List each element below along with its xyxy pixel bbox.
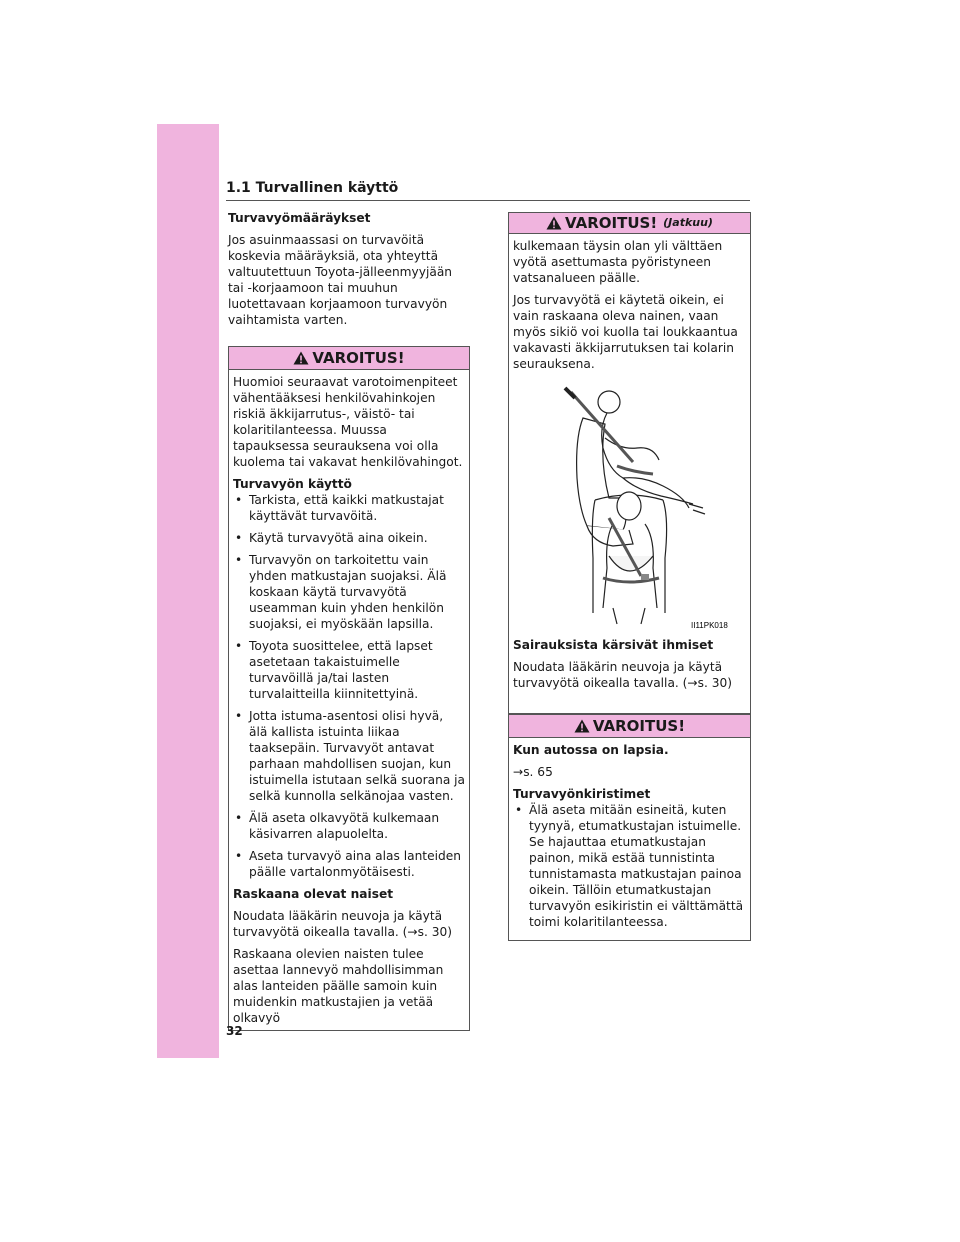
warning-header-2 — [509, 715, 750, 738]
pregnant-text-1: Noudata lääkärin neuvoja ja käytä turvavyötä oikealla tavalla. (→s. 30) — [233, 909, 452, 939]
left-column — [228, 210, 470, 1031]
children-heading: Kun autossa on lapsia. — [513, 743, 669, 757]
pregnant-heading: Raskaana olevat naiset — [233, 887, 394, 901]
warning-header — [229, 347, 469, 370]
warning-body-2 — [509, 738, 750, 940]
warning-header-continued — [509, 213, 750, 234]
warning-title: VAROITUS! — [312, 349, 405, 367]
warning-title: VAROITUS! — [565, 214, 658, 232]
list-item: • Älä aseta mitään esineitä, kuten tyynyä, etumatkustajan istuimelle. Se hajauttaa etumatkustajan painon, mikä estää tunnistinta tunnistamasta matkustajan painoa oikein. Tällöin etumatkustajan turvavyön esikiristin ei välttämättä toimi kolaritilanteessa. — [513, 802, 746, 930]
chapter-side-strip — [157, 124, 219, 1058]
pretensioner-bullets — [513, 802, 746, 930]
continued-label: (Jatkuu) — [663, 216, 713, 229]
pregnant-seatbelt-illustration — [513, 378, 746, 633]
regulations-text: Jos asuinmaassasi on turvavöitä koskevia määräyksiä, ota yhteyttä valtuutettuun Toyota-jälleenmyyjään tai -korjaamoon tai muuhun luotettavaan korjaamoon turvavyön vaihtamista varten. — [228, 233, 453, 327]
list-item: • Jotta istuma-asentosi olisi hyvä, älä kallista istuinta liikaa taaksepäin. Turvavyöt antavat parhaan mahdollisen suojan, kun istuimella istutaan selkä suorana ja selkä kunnolla selkänojaa vasten. — [233, 708, 465, 804]
list-item: • Käytä turvavyötä aina oikein. — [233, 530, 465, 546]
warning-intro: Huomioi seuraavat varotoimenpiteet vähentääksesi henkilövahinkojen riskiä äkkijarrutus-, väistö- tai kolaritilanteessa. Muussa tapauksessa seurauksena voi olla kuolema tai vakavat henkilövahingot. — [233, 375, 463, 469]
list-item: • Turvavyön on tarkoitettu vain yhden matkustajan suojaksi. Älä koskaan käytä turvavyötä useamman kuin yhden henkilön suojaksi, ei myöskään lapsilla. — [233, 552, 465, 632]
list-item: • Älä aseta olkavyötä kulkemaan käsivarren alapuolelta. — [233, 810, 465, 842]
section-header: 1.1 Turvallinen käyttö — [226, 180, 750, 201]
warning-box-continued — [508, 212, 751, 714]
warning-cont-text-2: Jos turvavyötä ei käytetä oikein, ei vain raskaana oleva nainen, vaan myös sikiö voi kuolla tai loukkaantua vakavasti äkkijarrutuksen tai kolarin seurauksena. — [513, 293, 738, 371]
warning-triangle-icon — [293, 351, 309, 365]
list-item: • Toyota suosittelee, että lapset asetetaan takaistuimelle turvavöillä ja/tai lasten turvalaitteilla kiinnitettyinä. — [233, 638, 465, 702]
warning-triangle-icon — [546, 216, 562, 230]
usage-heading: Turvavyön käyttö — [233, 477, 352, 491]
warning-box — [228, 346, 470, 1031]
page-number: 32 — [226, 1024, 243, 1038]
warning-triangle-icon — [574, 719, 590, 733]
list-item: • Tarkista, että kaikki matkustajat käyttävät turvavöitä. — [233, 492, 465, 524]
children-ref: →s. 65 — [513, 765, 553, 779]
warning-body — [229, 370, 469, 1030]
usage-bullets — [233, 492, 465, 880]
right-column — [508, 212, 751, 941]
ill-heading: Sairauksista kärsivät ihmiset — [513, 638, 714, 652]
warning-box-children — [508, 714, 751, 941]
pregnant-text-2: Raskaana olevien naisten tulee asettaa lannevyö mahdollisimman alas lanteiden päälle samoin kuin muidenkin matkustajien ja vetää olkavyö — [233, 947, 444, 1025]
warning-cont-text-1: kulkemaan täysin olan yli välttäen vyötä asettumasta pyöristyneen vatsanalueen päälle. — [513, 239, 723, 285]
warning-body-continued — [509, 234, 750, 713]
warning-title: VAROITUS! — [592, 717, 686, 735]
list-item: • Aseta turvavyö aina alas lanteiden päälle vartalonmyötäisesti. — [233, 848, 465, 880]
ill-text: Noudata lääkärin neuvoja ja käytä turvavyötä oikealla tavalla. (→s. 30) — [513, 660, 732, 690]
pretensioner-heading: Turvavyönkiristimet — [513, 787, 651, 801]
regulations-heading: Turvavyömääräykset — [228, 211, 371, 225]
illustration-code: II11PK018 — [691, 621, 728, 630]
